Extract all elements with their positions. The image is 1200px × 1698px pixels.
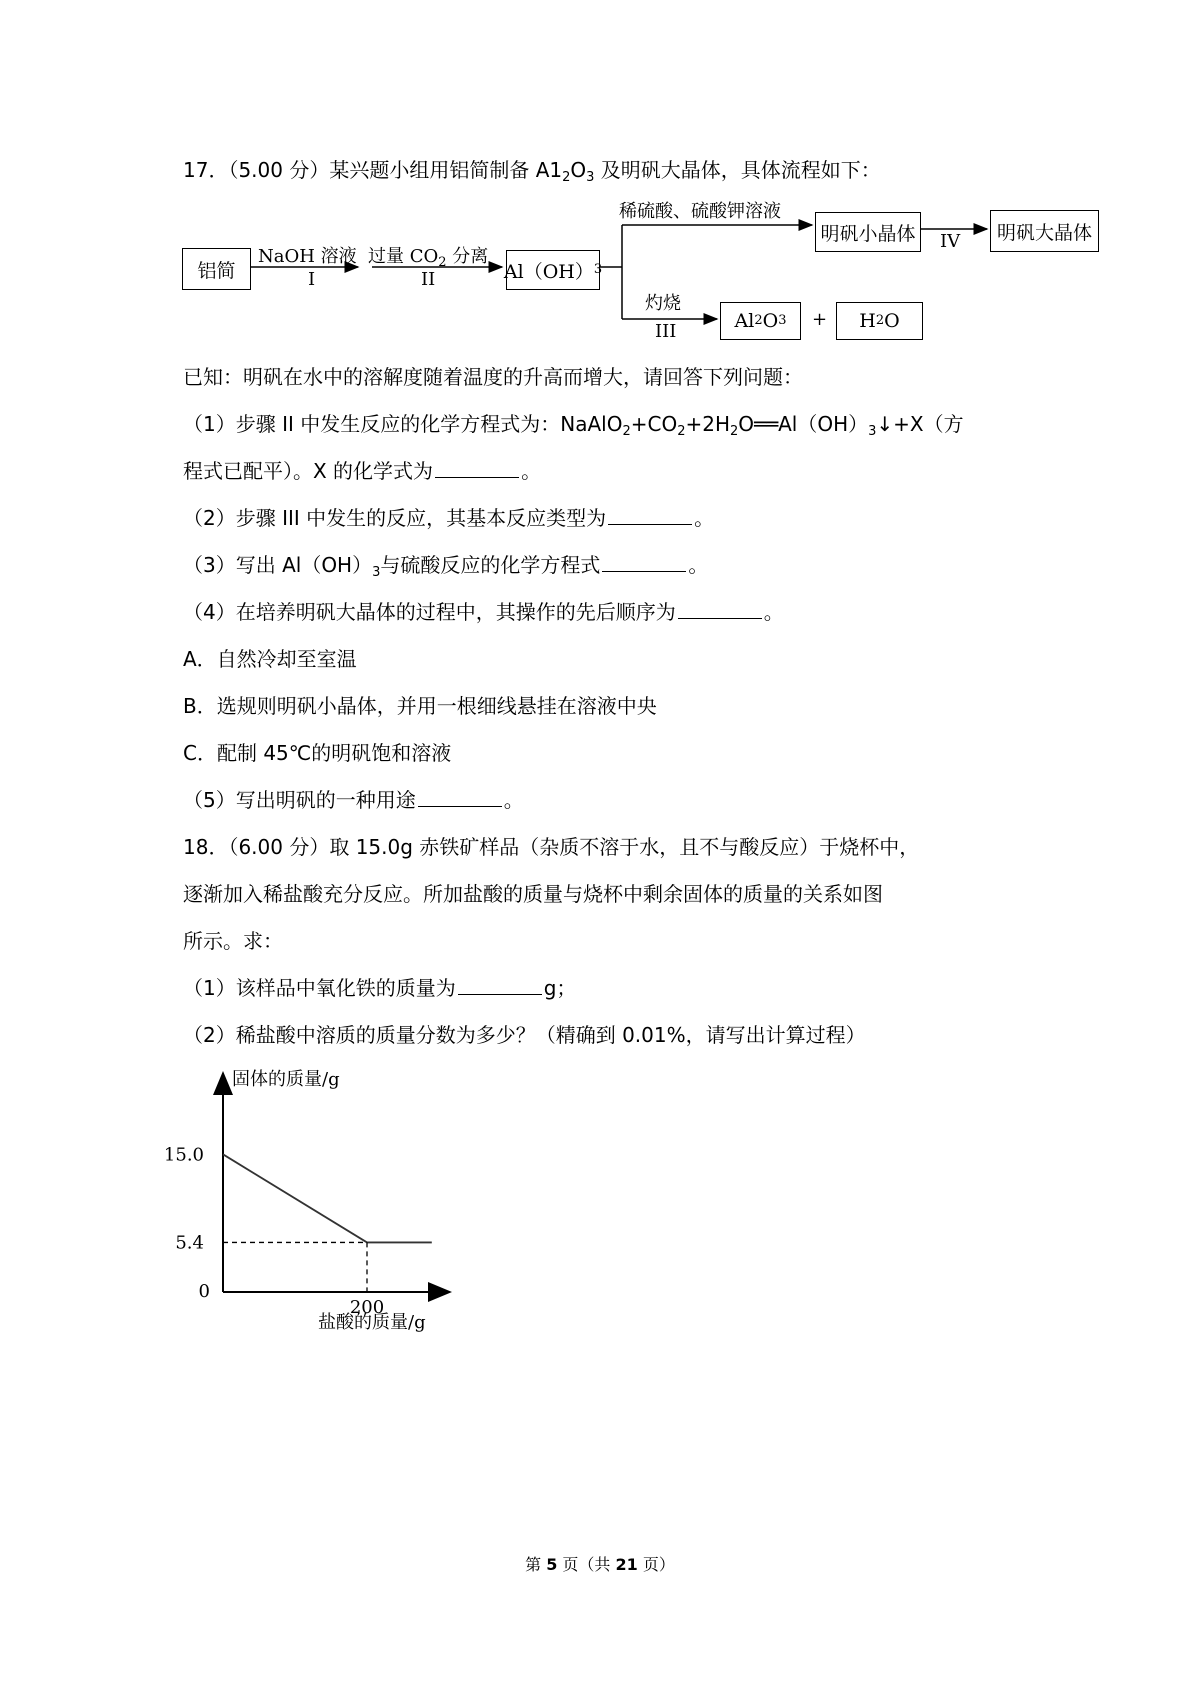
text: 。 [763, 600, 784, 624]
q17-part2 [183, 504, 714, 532]
text: （2）步骤 III 中发生的反应，其基本反应类型为 [183, 506, 607, 530]
subscript: 3 [372, 565, 381, 580]
arrow2-top-a: 过量 CO [368, 246, 439, 267]
mass-chart [163, 1065, 470, 1335]
box-aluminum-tube [182, 248, 251, 290]
text: +CO [630, 412, 678, 436]
option-a: A．自然冷却至室温 [183, 647, 357, 671]
flow-arrows [0, 0, 1200, 330]
text: 程式已配平）。X 的化学式为 [183, 459, 434, 483]
answer-blank[interactable] [418, 788, 502, 807]
subscript: 3 [586, 170, 595, 185]
subscript: 2 [622, 424, 631, 439]
answer-blank[interactable] [608, 506, 692, 525]
subscript: 2 [438, 255, 447, 270]
arrow2-top-b: 分离 [446, 246, 489, 267]
box-aluminum-hydroxide: Al（OH） 3 [506, 250, 600, 290]
page-number: 5 [546, 1555, 558, 1574]
text: 。 [694, 506, 715, 530]
arrow3-bottom-label: III [655, 321, 677, 342]
text: （1）该样品中氧化铁的质量为 [183, 976, 456, 1000]
answer-blank[interactable] [602, 553, 686, 572]
branch-top-label: 稀硫酸、硫酸钾溶液 [619, 201, 781, 222]
q17-part5 [183, 786, 524, 814]
box-label-b: O [762, 310, 779, 332]
footer-text: 第 [525, 1555, 547, 1574]
text: 。 [688, 553, 709, 577]
total-pages: 21 [615, 1555, 638, 1574]
answer-blank[interactable] [678, 600, 762, 619]
footer-text: 页） [637, 1555, 675, 1574]
text: O══Al（OH） [738, 412, 869, 436]
series-segment [223, 1154, 367, 1242]
box-label-a: Al [734, 310, 755, 332]
box-label: 铝简 [197, 259, 236, 282]
plus-sign: + [812, 309, 828, 330]
text: ↓+X（方 [876, 412, 964, 436]
arrow1-bottom-label: I [308, 269, 316, 290]
text: 。 [521, 459, 542, 483]
y-tick-label: 5.4 [175, 1232, 204, 1254]
box-label-a: H [859, 310, 876, 332]
text: （5）写出明矾的一种用途 [183, 788, 416, 812]
subscript: 2 [677, 424, 686, 439]
arrow4-bottom-label: IV [940, 231, 961, 252]
arrow2-bottom-label: II [421, 269, 436, 290]
y-axis-label: 固体的质量/g [232, 1069, 340, 1090]
option-c: C．配制 45℃的明矾饱和溶液 [183, 741, 452, 765]
answer-blank[interactable] [435, 459, 519, 478]
q17-part3 [183, 551, 708, 579]
q18-line3: 所示。求： [183, 929, 283, 953]
q17-part4 [183, 598, 784, 626]
q18-line1: 18．（6.00 分）取 15.0g 赤铁矿样品（杂质不溶于水，且不与酸反应）于烧杯中， [183, 835, 920, 859]
answer-blank[interactable] [458, 976, 542, 995]
q17-known: 已知：明矾在水中的溶解度随着温度的升高而增大，请回答下列问题： [183, 365, 803, 389]
box-big-crystal [990, 210, 1099, 252]
subscript: 3 [868, 424, 877, 439]
branch-bottom-label: 灼烧 [645, 293, 681, 314]
q18-part1 [183, 974, 576, 1002]
box-water: H 2 O [836, 302, 923, 340]
box-label: 明矾小晶体 [820, 222, 916, 245]
text: （1）步骤 II 中发生反应的化学方程式为：NaAlO [183, 412, 623, 436]
text: +2H [685, 412, 730, 436]
text: 与硫酸反应的化学方程式 [380, 553, 601, 577]
box-label-b: O [884, 310, 900, 332]
subscript: 2 [730, 424, 739, 439]
text: （4）在培养明矾大晶体的过程中，其操作的先后顺序为 [183, 600, 676, 624]
arrow1-top-label: NaOH 溶液 [258, 246, 357, 267]
text: g； [543, 976, 577, 1000]
subscript: 2 [562, 170, 571, 185]
origin-label: 0 [198, 1281, 210, 1302]
x-tick-label: 200 [349, 1297, 385, 1318]
option-b: B．选规则明矾小晶体，并用一根细线悬挂在溶液中央 [183, 694, 657, 718]
q17-header-tail: 及明矾大晶体，具体流程如下： [594, 158, 881, 182]
page-footer [0, 1552, 1200, 1575]
x-axis-label: 盐酸的质量/g [318, 1312, 426, 1333]
q18-line2: 逐渐加入稀盐酸充分反应。所加盐酸的质量与烧杯中剩余固体的质量的关系如图 [183, 882, 883, 906]
arrow2-top-label [368, 246, 489, 270]
q17-part1-line2 [183, 457, 541, 485]
q17-part1-line1 [183, 410, 964, 438]
text: （3）写出 Al（OH） [183, 553, 373, 577]
text: 。 [503, 788, 524, 812]
box-alumina: Al 2 O 3 [720, 302, 801, 340]
q17-header-mid: O [570, 158, 587, 182]
box-label: Al（OH） [503, 260, 594, 283]
box-label: 明矾大晶体 [996, 221, 1092, 244]
q17-header-text: 17．（5.00 分）某兴题小组用铝简制备 A1 [183, 158, 563, 182]
footer-text: 页（共 [557, 1555, 616, 1574]
q18-part2: （2）稀盐酸中溶质的质量分数为多少？（精确到 0.01%，请写出计算过程） [183, 1023, 866, 1047]
box-small-crystal [815, 212, 921, 252]
y-tick-label: 15.0 [163, 1144, 204, 1166]
